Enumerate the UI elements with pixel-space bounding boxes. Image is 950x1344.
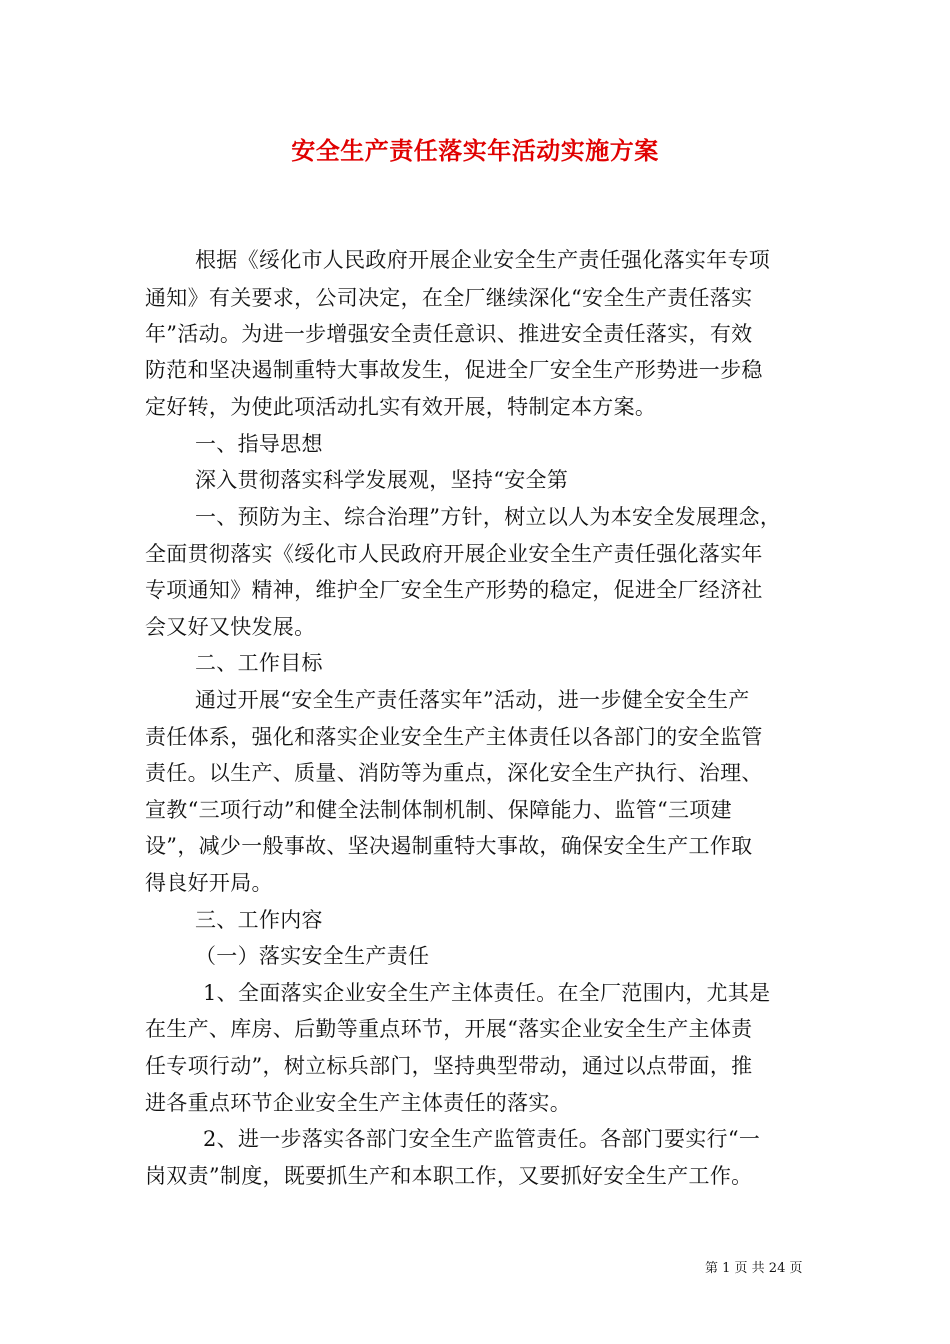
body-line: 全面贯彻落实《绥化市人民政府开展企业安全生产责任强化落实年 — [145, 542, 763, 566]
section-heading: 一、指导思想 — [195, 432, 323, 456]
body-line: 防范和坚决遏制重特大事故发生，促进全厂安全生产形势进一步稳 — [145, 358, 763, 382]
body-line: 1、全面落实企业安全生产主体责任。在全厂范围内，尤其是 — [203, 981, 771, 1005]
body-line: 宣教“三项行动”和健全法制体制机制、保障能力、监管“三项建 — [145, 798, 732, 822]
section-heading: 二、工作目标 — [195, 651, 323, 675]
body-line: 通知》有关要求，公司决定，在全厂继续深化“安全生产责任落实 — [145, 286, 753, 310]
section-heading: 三、工作内容 — [195, 908, 323, 932]
body-line: 根据《绥化市人民政府开展企业安全生产责任强化落实年专项 — [195, 248, 771, 272]
body-line: 通过开展“安全生产责任落实年”活动，进一步健全安全生产 — [195, 688, 750, 712]
body-line: 责任体系，强化和落实企业安全生产主体责任以各部门的安全监管 — [145, 725, 763, 749]
body-line: 会又好又快发展。 — [145, 615, 316, 639]
body-line: 岗双责”制度，既要抓生产和本职工作，又要抓好安全生产工作。 — [145, 1164, 753, 1188]
body-line: 一、预防为主、综合治理”方针，树立以人为本安全发展理念， — [195, 505, 782, 529]
body-line: 专项通知》精神，维护全厂安全生产形势的稳定，促进全厂经济社 — [145, 578, 763, 602]
body-line: 设”，减少一般事故、坚决遏制重特大事故，确保安全生产工作取 — [145, 834, 753, 858]
body-line: 责任。以生产、质量、消防等为重点，深化安全生产执行、治理、 — [145, 761, 763, 785]
body-line: 2、进一步落实各部门安全生产监管责任。各部门要实行“一 — [203, 1127, 761, 1151]
body-line: 得良好开局。 — [145, 871, 273, 895]
body-line: 定好转，为使此项活动扎实有效开展，特制定本方案。 — [145, 395, 657, 419]
body-line: 在生产、库房、后勤等重点环节，开展“落实企业安全生产主体责 — [145, 1017, 753, 1041]
body-line: 进各重点环节企业安全生产主体责任的落实。 — [145, 1091, 571, 1115]
page-title: 安全生产责任落实年活动实施方案 — [291, 136, 659, 165]
body-line: 年”活动。为进一步增强安全责任意识、推进安全责任落实，有效 — [145, 322, 753, 346]
page-number-footer: 第 1 页 共 24 页 — [705, 1261, 803, 1276]
body-line: 任专项行动”，树立标兵部门，坚持典型带动，通过以点带面，推 — [145, 1054, 753, 1078]
subsection-heading: （一）落实安全生产责任 — [195, 944, 430, 968]
body-line: 深入贯彻落实科学发展观，坚持“安全第 — [195, 468, 569, 492]
